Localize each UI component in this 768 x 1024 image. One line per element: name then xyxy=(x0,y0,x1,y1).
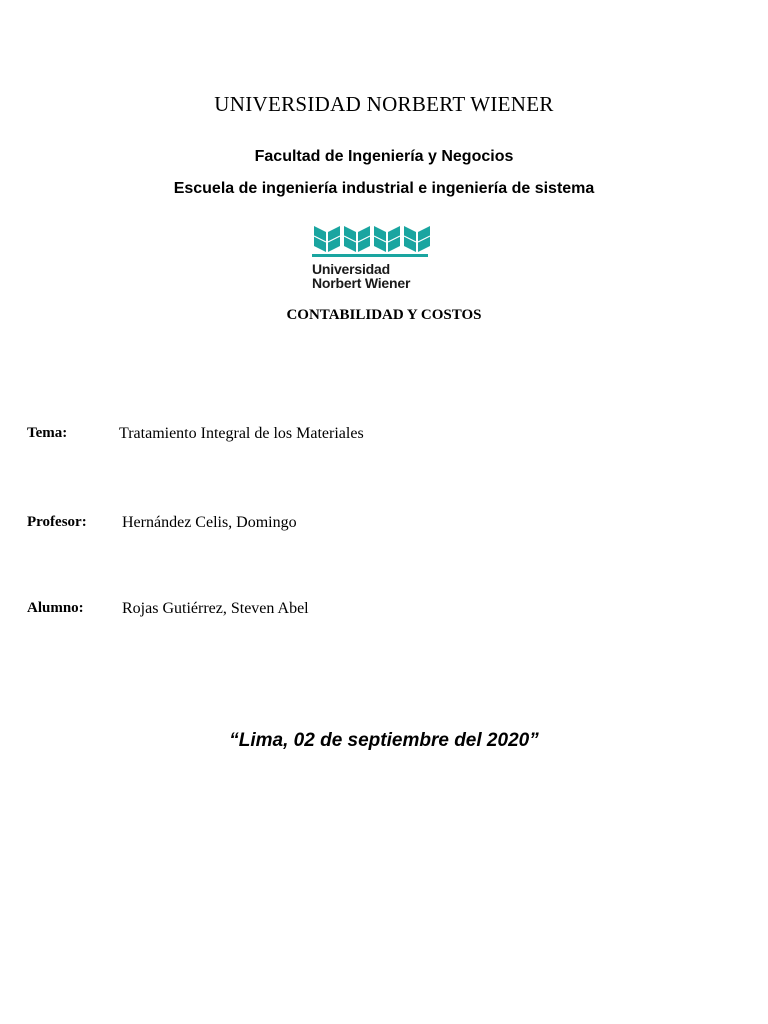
school-name: Escuela de ingeniería industrial e ingeniería de sistema xyxy=(173,180,595,197)
faculty-name: Facultad de Ingeniería y Negocios xyxy=(254,148,514,165)
date-line: “Lima, 02 de septiembre del 2020” xyxy=(229,730,539,751)
alumno-label: Alumno: xyxy=(27,600,84,616)
tema-value: Tratamiento Integral de los Materiales xyxy=(119,425,364,442)
logo-emblem-icon xyxy=(312,222,452,260)
profesor-label: Profesor: xyxy=(27,514,87,530)
tema-label: Tema: xyxy=(27,425,68,441)
course-title: CONTABILIDAD Y COSTOS xyxy=(286,307,482,323)
alumno-value: Rojas Gutiérrez, Steven Abel xyxy=(122,600,309,617)
profesor-value: Hernández Celis, Domingo xyxy=(122,514,297,531)
university-title: UNIVERSIDAD NORBERT WIENER xyxy=(214,92,554,116)
logo-text-line1: Universidad xyxy=(312,261,390,277)
university-logo xyxy=(312,222,452,294)
logo-text-line2: Norbert Wiener xyxy=(312,275,411,291)
